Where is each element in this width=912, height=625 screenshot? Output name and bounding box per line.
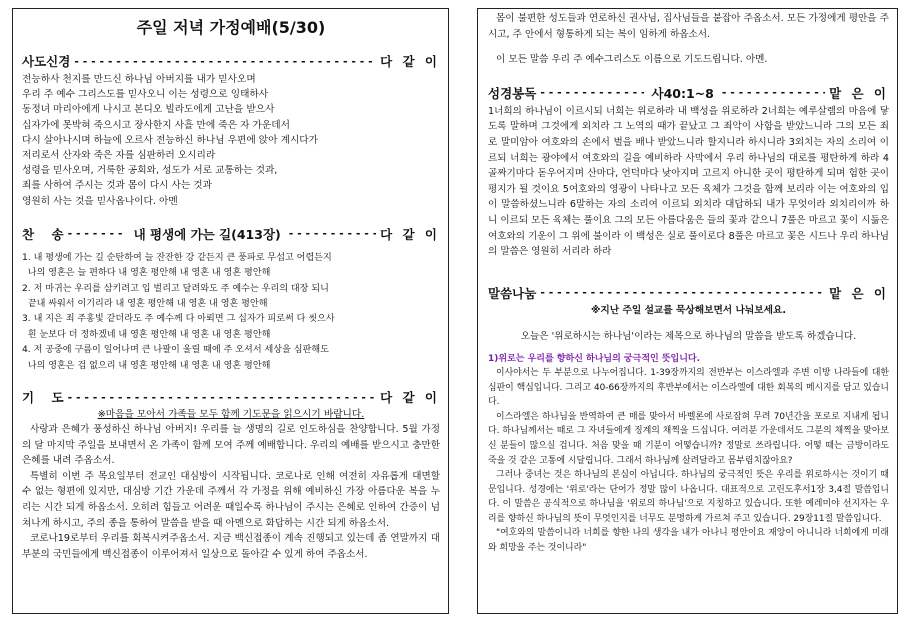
creed-heading [22,52,440,70]
creed-text [22,72,440,209]
prayer-closing: 이 모든 말씀 우리 주 예수그리스도 이름으로 기도드립니다. 아멘. [496,54,768,66]
text-line: 전능하사 천지를 만드신 하나님 아버지를 내가 믿사오며 [22,74,256,85]
text-line: 성령을 믿사오며, 거룩한 공회와, 성도가 서로 교통하는 것과, [22,165,278,177]
reading-leader: 맡 은 이 [829,85,889,101]
lyric-line: 끝내 싸워서 이기리라 내 영혼 평안해 내 영혼 내 영혼 평안해 [22,299,268,310]
sermon-point-title: 1)위로는 우리를 향하신 하나님의 궁극적인 뜻입니다. [488,353,701,364]
left-page [12,8,449,614]
prayer-note [22,408,440,422]
hymn-leader: 다 같 이 [380,226,440,242]
prayer-label: 기 도 [22,390,64,406]
scripture-text: 1너희의 하나님이 이르시되 너희는 위로하라 내 백성을 위로하라 2너희는 예루살렘의 마음에 닿도록 말하며 그것에게 외치라 그 노역의 때가 끝났고 그 죄악이 사함을 받았느니라 그의 모든 죄로 말미암아 여호와의 손에서 벌을 배나 받았느니라 할지니라 하시니라 3외치는 자의 소리여 이르되 너희는 광야에서 여호와의 길을 예비하라 사막에서 우리 하나님의 대로를 평탄하게 하라 4골짜기마다 돋우어지며 산마다, 언덕마다 낮아지며 고르지 아니한 곳이 평탄하게 되며 험한 곳이 평지가 될 것이요 5여호와의 영광이 나타나고 모든 육체가 그것을 함께 보리라 이는 여호와의 입이 말씀하셨느니라 6말하는 자의 소리여 이르되 외치라 대답하되 내가 무엇이라 외치리이까 하니 이르되 모든 육체는 풀이요 그의 모든 아름다움은 들의 꽃과 같으니 7풀은 마르고 꽃이 시듦은 여호와의 기운이 그 위에 불이라 이 백성은 실로 풀이로다 8풀은 마르고 꽃은 시드나 우리 하나님의 말씀은 영원히 서리라 하라 [488,105,889,258]
divider [540,286,825,299]
reading-label: 성경봉독 [488,85,537,101]
prayer-paragraph: 특별히 이번 주 목요일부터 전교인 대심방이 시작됩니다. 코로나로 인해 여전히 자유롭게 대면할 수 없는 형편에 있지만, 대심방 기간 가운데 주께서 각 가정을 위해 예비하신 가장 아름다운 복을 누리는 시간 되게 하옵소서. 오히려 힘들고 어려운 때일수록 하나님이 주시는 은혜로 인하여 간증이 넘쳐나게 하시고, 주의 종을 통하여 말씀을 받을 때 아멘으로 화답하는 시간 되게 하옵소서. [22,470,440,529]
hymn-title: 내 평생에 가는 길(413장) [133,226,281,242]
page-title: 주일 저녁 가정예배(5/30) [136,18,326,37]
sermon-intro: 오늘은 '위로하시는 하나님'이라는 제목으로 하나님의 말씀을 받도록 하겠습니다. [520,330,857,342]
hymn-lyrics [22,251,440,374]
sermon-note: ※지난 주일 설교를 묵상해보면서 나눠보세요. [590,304,787,316]
reading-reference: 사40:1~8 [651,85,714,101]
prayer-heading [22,388,440,406]
text-line: 우리 주 예수 그리스도를 믿사오니 이는 성령으로 잉태하사 [22,89,269,101]
lyric-line: 나의 영혼은 겁 없으리 내 영혼 평안해 내 영혼 내 영혼 평안해 [22,360,271,371]
text-line: 죄를 사하여 주시는 것과 몸이 다시 사는 것과 [22,180,213,192]
divider [289,227,376,240]
lyric-line: 흰 눈보다 더 정하겠네 내 영혼 평안해 내 영혼 내 영혼 평안해 [22,329,271,340]
divider [68,227,126,240]
creed-leader: 다 같 이 [380,54,440,69]
lyric-line: 나의 영혼은 늘 편하다 내 영혼 평안해 내 영혼 내 영혼 평안해 [22,268,271,279]
divider [722,86,825,99]
sermon-quote: "여호와의 말씀이니라 너희를 향한 나의 생각을 내가 아나니 평안이요 재앙이 아니니라 너희에게 미래와 희망을 주는 것이니라" [488,528,889,553]
sermon-paragraph: 그러나 중녀는 것은 하나님의 본심이 아닙니다. 하나님의 궁극적인 뜻은 우리를 위로하시는 것이기 때문입니다. 성경에는 '위로'라는 단어가 정말 많이 나옵니다. 대표적으로 고린도후서1장 3,4절 말씀입니다. 이 말씀은 공식적으로 하나님을 '위로의 하나님'으로 지칭하고 있습니다. 또한 예레미야 선지자는 우리를 향하신 하나님의 뜻이 무엇인지를 너무도 분명하게 가르쳐 주고 있습니다. 29장11절 말씀입니다. [488,470,889,524]
text-line: 동정녀 마리아에게 나시고 본디오 빌라도에게 고난을 받으사 [22,104,275,116]
text-line: 십자가에 못박혀 죽으시고 장사한지 사흘 만에 죽은 자 가운데서 [22,119,290,131]
sermon-heading [488,284,889,302]
lyric-line: 3. 내 지은 죄 주홍빛 같더라도 주 예수께 다 아뢰면 그 십자가 피로써 다 씻으사 [22,314,335,325]
text-line: 다시 살아나시며 하늘에 오르사 전능하신 하나님 우편에 앉아 계시다가 [22,134,319,146]
lyric-line: 1. 내 평생에 가는 길 순탄하여 늘 잔잔한 강 같든지 큰 풍파로 무섭고 어렵든지 [22,252,332,263]
divider [540,86,643,99]
sermon-label: 말씀나눔 [488,285,537,301]
lyric-line: 4. 저 공중에 구름이 일어나며 큰 나팔이 울릴 때에 주 오셔서 세상을 심판해도 [22,345,329,356]
sermon-leader: 맡 은 이 [829,285,889,301]
right-page [477,8,898,614]
text-line: 영원히 사는 것을 믿사옵나이다. 아멘 [22,195,178,207]
text-line: 저리로서 산자와 죽은 자를 심판하러 오시리라 [22,150,216,162]
hymn-heading [22,225,440,243]
divider [68,391,377,404]
prayer-note-text: ※마음을 모아서 가족들 모두 함께 기도문을 읽으시기 바랍니다. [97,409,365,421]
prayer-leader: 다 같 이 [380,390,440,406]
sermon-paragraph: 이사야서는 두 부분으로 나누어집니다. 1-39장까지의 전반부는 이스라엘과 주변 이방 나라들에 대한 심판이 핵심입니다. 그리고 40-66장까지의 후반부에서는 이스라엘에 대한 회복의 메시지를 담고 있습니다. [488,368,889,408]
sermon-paragraph: 이스라엘은 하나님을 반역하여 큰 매를 맞아서 바벨론에 사로잡혀 무려 70년간을 포로로 지내게 됩니다. 하나님께서는 때로 그 자녀들에게 징계의 채찍을 드십니다. 여러분 가운데서도 그분의 채찍을 맞아보신 분들이 많으실 겁니다. 처음 맞을 때 기분이 어떻습니까? 정말로 쓰라립니다. 어떻 때는 금방이라도 죽을 것 같은 고통에 시달립니다. 그래서 하나님께 살려달라고 몸부림치잖아요? [488,411,889,466]
lyric-line: 2. 저 마귀는 우리를 삼키려고 입 벌리고 달려와도 주 예수는 우리의 대장 되니 [22,283,329,294]
prayer-paragraph: 코로나19로부터 우리를 회복시켜주옵소서. 지금 백신접종이 계속 진행되고 있는데 좀 연말까지 대부분의 국민들에게 백신접종이 이루어져서 일상으로 돌아갈 수 있게 하여 주옵소서. [22,533,440,560]
creed-label: 사도신경 [22,54,71,69]
prayer-paragraph: 사랑과 은혜가 풍성하신 하나님 아버지! 우리를 늘 생명의 길로 인도하심을 찬양합니다. 5월 가정의 달 마지막 주일을 보내면서 온 가족이 함께 모여 주께 예배합니다. 우리의 예배를 받으시고 충만한 은혜를 내려 주옵소서. [22,424,440,467]
prayer-continued: 몸이 불편한 성도들과 연로하신 권사님, 집사님들을 붙잡아 주옵소서. 모든 가정에게 평안을 주시고, 주 안에서 형통하게 되는 복이 임하게 하옵소서. [488,13,889,40]
reading-heading [488,84,889,102]
divider [74,55,376,68]
hymn-label: 찬 송 [22,226,64,242]
